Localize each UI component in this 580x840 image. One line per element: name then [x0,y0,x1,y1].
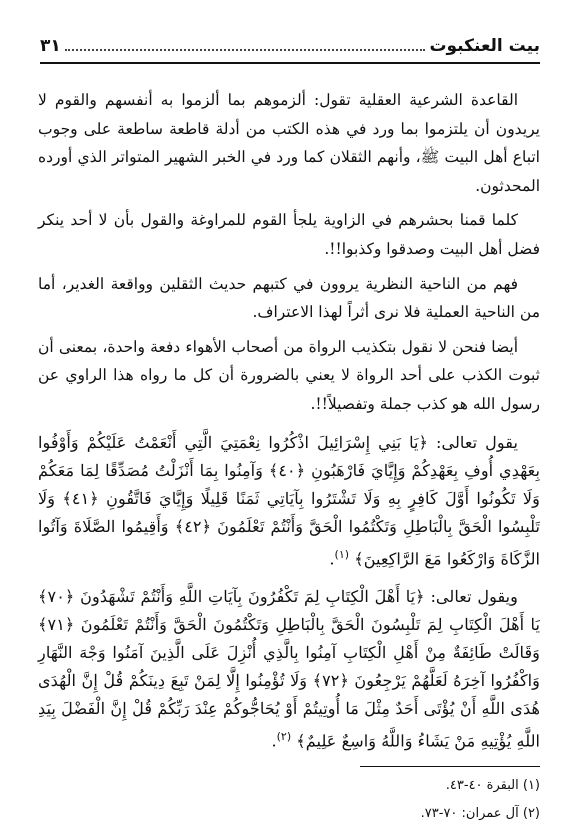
footnote: (٢) آل عمران: ٧٠-٧٣. [420,806,540,821]
paragraph: فهم من الناحية النظرية يروون في كتبهم حديث الثقلين وواقعة الغدير، أما من الناحية العملية فلا نرى أثراً لهذا الاعتراف. [38,274,540,322]
verse-text: يقول تعالى: ﴿يَا بَنِي إِسْرَائِيلَ اذْكُرُوا نِعْمَتِيَ الَّتِي أَنْعَمْتُ عَلَيْكُمْ وَأَوْفُوا بِعَهْدِي أُوفِ بِعَهْدِكُمْ وَإِيَّايَ فَارْهَبُونِ ﴿٤٠﴾ وَآمِنُوا بِمَا أَنْزَلْتُ مُصَدِّقًا لِمَا مَعَكُمْ وَلَا تَكُونُوا أَوَّلَ كَافِرٍ بِهِ وَلَا تَشْتَرُوا بِآيَاتِي ثَمَنًا قَلِيلًا وَإِيَّايَ فَاتَّقُونِ ﴿٤١﴾ وَلَا تَلْبِسُوا الْحَقَّ بِالْبَاطِلِ وَتَكْتُمُوا الْحَقَّ وَأَنْتُمْ تَعْلَمُونَ ﴿٤٢﴾ وَأَقِيمُوا الصَّلَاةَ وَآتُوا الزَّكَاةَ وَارْكَعُوا مَعَ الرَّاكِعِينَ﴾ [38,432,541,568]
page-body [38,86,540,761]
quran-verse-block: يقول تعالى: ﴿يَا بَنِي إِسْرَائِيلَ اذْكُرُوا نِعْمَتِيَ الَّتِي أَنْعَمْتُ عَلَيْكُمْ وَأَوْفُوا بِعَهْدِي أُوفِ بِعَهْدِكُمْ وَإِيَّايَ فَارْهَبُونِ ﴿٤٠﴾ وَآمِنُوا بِمَا أَنْزَلْتُ مُصَدِّقًا لِمَا مَعَكُمْ وَلَا تَكُونُوا أَوَّلَ كَافِرٍ بِهِ وَلَا تَشْتَرُوا بِآيَاتِي ثَمَنًا قَلِيلًا وَإِيَّايَ فَاتَّقُونِ ﴿٤١﴾ وَلَا تَلْبِسُوا الْحَقَّ بِالْبَاطِلِ وَتَكْتُمُوا الْحَقَّ وَأَنْتُمْ تَعْلَمُونَ ﴿٤٢﴾ وَأَقِيمُوا الصَّلَاةَ وَآتُوا الزَّكَاةَ وَارْكَعُوا مَعَ الرَّاكِعِينَ﴾ $^{(١)}$. [38,432,541,568]
footnotes [40,772,540,828]
paragraph: كلما قمنا بحشرهم في الزاوية يلجأ القوم للمراوغة والقول بأن لا أحد ينكر فضل أهل البيت وصدقوا وكذبوا!!. [38,211,540,258]
quran-verse-block: ويقول تعالى: ﴿يَا أَهْلَ الْكِتَابِ لِمَ تَكْفُرُونَ بِآيَاتِ اللَّهِ وَأَنْتُمْ تَشْهَدُونَ ﴿٧٠﴾ يَا أَهْلَ الْكِتَابِ لِمَ تَلْبِسُونَ الْحَقَّ بِالْبَاطِلِ وَتَكْتُمُونَ الْحَقَّ وَأَنْتُمْ تَعْلَمُونَ ﴿٧١﴾ وَقَالَتْ طَائِفَةٌ مِنْ أَهْلِ الْكِتَابِ آمِنُوا بِالَّذِي أُنْزِلَ عَلَى الَّذِينَ آمَنُوا وَجْهَ النَّهَارِ وَاكْفُرُوا آخِرَهُ لَعَلَّهُمْ يَرْجِعُونَ ﴿٧٢﴾ وَلَا تُؤْمِنُوا إِلَّا لِمَنْ تَبِعَ دِينَكُمْ قُلْ إِنَّ الْهُدَى هُدَى اللَّهِ أَنْ يُؤْتَى أَحَدٌ مِثْلَ مَا أُوتِيتُمْ أَوْ يُحَاجُّوكُمْ عِنْدَ رَبِّكُمْ قُلْ إِنَّ الْفَضْلَ بِيَدِ اللَّهِ يُؤْتِيهِ مَنْ يَشَاءُ وَاللَّهُ وَاسِعٌ عَلِيمٌ﴾ $^{(٢)}$. [38,586,540,751]
footnote-ref[interactable]: (١) [334,547,350,561]
verse-text: ويقول تعالى: ﴿يَا أَهْلَ الْكِتَابِ لِمَ تَكْفُرُونَ بِآيَاتِ اللَّهِ وَأَنْتُمْ تَشْهَدُونَ ﴿٧٠﴾ يَا أَهْلَ الْكِتَابِ لِمَ تَلْبِسُونَ الْحَقَّ بِالْبَاطِلِ وَتَكْتُمُونَ الْحَقَّ وَأَنْتُمْ تَعْلَمُونَ ﴿٧١﴾ وَقَالَتْ طَائِفَةٌ مِنْ أَهْلِ الْكِتَابِ آمِنُوا بِالَّذِي أُنْزِلَ عَلَى الَّذِينَ آمَنُوا وَجْهَ النَّهَارِ وَاكْفُرُوا آخِرَهُ لَعَلَّهُمْ يَرْجِعُونَ ﴿٧٢﴾ وَلَا تُؤْمِنُوا إِلَّا لِمَنْ تَبِعَ دِينَكُمْ قُلْ إِنَّ الْهُدَى هُدَى اللَّهِ أَنْ يُؤْتَى أَحَدٌ مِثْلَ مَا أُوتِيتُمْ أَوْ يُحَاجُّوكُمْ عِنْدَ رَبِّكُمْ قُلْ إِنَّ الْفَضْلَ بِيَدِ اللَّهِ يُؤْتِيهِ مَنْ يَشَاءُ وَاللَّهُ وَاسِعٌ عَلِيمٌ﴾ [38,586,540,751]
footnote: (١) البقرة ٤٠-٤٣. [445,778,540,793]
footnote-divider [360,766,540,767]
paragraph: أيضا فنحن لا نقول بتكذيب الرواة من أصحاب الأهواء دفعة واحدة، بمعنى أن ثبوت الكذب على أحد الرواة لا يعني بالضرورة أن كل ما رواه هذا الراوي عن رسول الله هو كذب جملة وتفصيلاً!!. [38,337,540,413]
page-number: ٣١ [40,36,61,56]
page-header [40,36,540,64]
paragraph: القاعدة الشرعية العقلية تقول: ألزموهم بما ألزموا به أنفسهم والقوم لا يريدون أن يلتزموا بما ورد في هذه الكتب من أدلة قاطعة ساطعة على وجوب اتباع أهل البيت ﷺ، وأنهم الثقلان كما ورد في الخبر الشهير المتواتر الذي أورده المحدثون. [38,91,540,195]
chapter-title: بيت العنكبوت [425,36,540,56]
footnote-ref[interactable]: (٢) [276,729,292,743]
